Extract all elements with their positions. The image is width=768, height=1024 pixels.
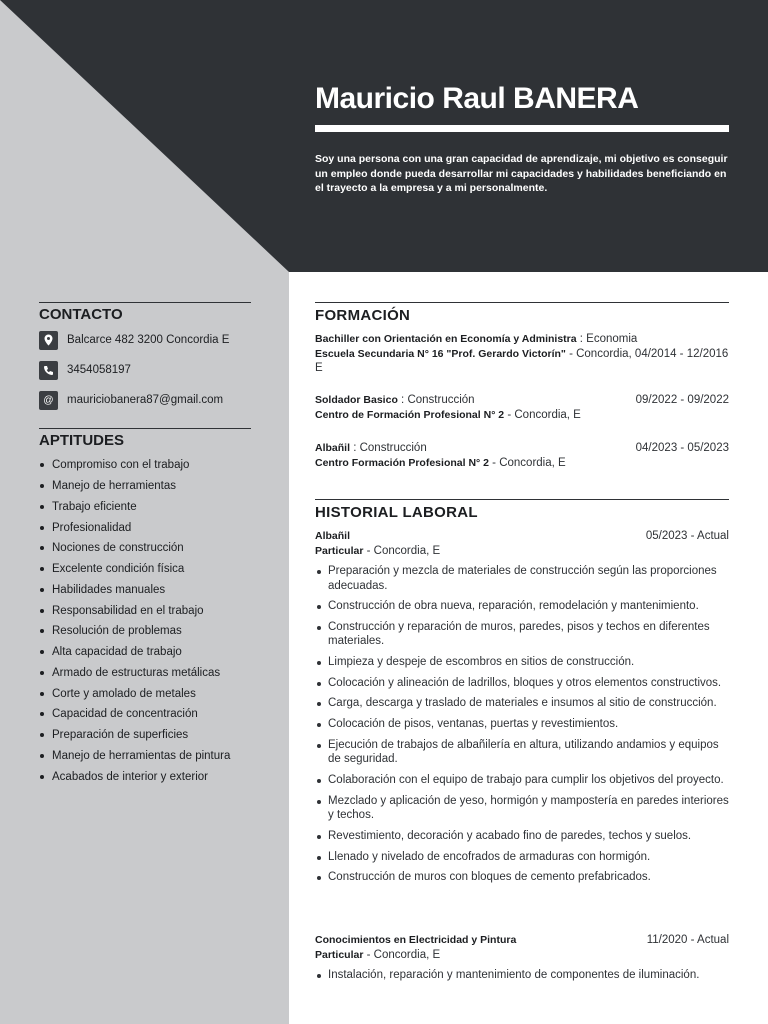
education-degree: Albañil [315, 442, 351, 454]
skill-item: Excelente condición física [39, 559, 279, 580]
education-location: - Concordia, 04/2014 - 12/2016 E [315, 347, 729, 374]
skill-item: Trabajo eficiente [39, 497, 279, 518]
skill-item: Manejo de herramientas de pintura [39, 746, 279, 767]
education-location: - Concordia, E [504, 408, 581, 421]
job-dates: 11/2020 - Actual [646, 934, 729, 946]
duty-item: Construcción de obra nueva, reparación, remodelación y mantenimiento. [315, 599, 729, 614]
decorative-triangle [0, 0, 289, 272]
contact-email [39, 390, 223, 410]
education-school: Centro de Formación Profesional N° 2 [315, 408, 505, 421]
skill-item: Resolución de problemas [39, 621, 279, 642]
education-title: FORMACIÓN [315, 302, 729, 324]
education-dates: 04/2023 - 05/2023 [635, 442, 729, 454]
skills-section [39, 428, 251, 449]
job-employer: Particular [315, 544, 364, 557]
education-field: : Economia [576, 333, 638, 345]
job-entry [315, 933, 729, 989]
skill-item: Acabados de interior y exterior [39, 766, 279, 787]
skill-item: Preparación de superficies [39, 725, 279, 746]
duty-item: Carga, descarga y traslado de materiales e insumos al sitio de construcción. [315, 696, 729, 711]
contact-title: CONTACTO [39, 302, 251, 323]
skills-list [39, 455, 279, 787]
name-underline [315, 125, 729, 132]
job-location: - Concordia, E [363, 948, 441, 961]
address-text: Balcarce 482 3200 Concordia E [67, 334, 230, 346]
job-entry [315, 529, 729, 891]
skill-item: Corte y amolado de metales [39, 683, 279, 704]
duty-item: Llenado y nivelado de encofrados de armaduras con hormigón. [315, 850, 729, 865]
education-degree: Bachiller con Orientación en Economía y Administra [315, 333, 577, 345]
education-school: Escuela Secundaria N° 16 "Prof. Gerardo Victorín" [315, 347, 566, 360]
job-dates: 05/2023 - Actual [645, 530, 729, 542]
job-employer: Particular [315, 948, 364, 961]
education-dates: 09/2022 - 09/2022 [635, 394, 729, 406]
job-duties [315, 968, 729, 983]
education-school: Centro Formación Profesional N° 2 [315, 456, 489, 469]
skill-item: Habilidades manuales [39, 580, 279, 601]
education-entry [315, 441, 729, 470]
duty-item: Revestimiento, decoración y acabado fino de paredes, techos y suelos. [315, 829, 729, 844]
duty-item: Limpieza y despeje de escombros en sitios de construcción. [315, 655, 729, 670]
education-degree: Soldador Basico [315, 394, 398, 406]
job-role: Conocimientos en Electricidad y Pintura [315, 934, 517, 946]
education-field: : Construcción [350, 442, 427, 454]
contact-section [39, 302, 251, 323]
duty-item: Colocación y alineación de ladrillos, bloques y otros elementos constructivos. [315, 676, 729, 691]
duty-item: Colocación de pisos, ventanas, puertas y revestimientos. [315, 717, 729, 732]
duty-item: Mezclado y aplicación de yeso, hormigón y mampostería en paredes interiores y techos. [315, 794, 729, 823]
education-field: : Construcción [397, 394, 475, 406]
skill-item: Profesionalidad [39, 517, 279, 538]
duty-item: Instalación, reparación y mantenimiento de componentes de iluminación. [315, 968, 729, 983]
skill-item: Capacidad de concentración [39, 704, 279, 725]
skill-item: Nociones de construcción [39, 538, 279, 559]
skill-item: Manejo de herramientas [39, 476, 279, 497]
phone-icon [39, 361, 58, 380]
candidate-name: Mauricio Raul BANERA [315, 82, 639, 115]
duty-item: Preparación y mezcla de materiales de construcción según las proporciones adecuadas. [315, 564, 729, 593]
duty-item: Construcción de muros con bloques de cemento prefabricados. [315, 870, 729, 885]
education-location: - Concordia, E [488, 456, 566, 469]
email-text[interactable]: mauriciobanera87@gmail.com [67, 394, 224, 406]
contact-phone [39, 360, 131, 380]
contact-address [39, 330, 229, 350]
duty-item: Construcción y reparación de muros, paredes, pisos y techos en diferentes materiales. [315, 620, 729, 649]
education-entry [315, 332, 729, 376]
job-duties [315, 564, 729, 885]
location-icon [39, 331, 58, 350]
skill-item: Compromiso con el trabajo [39, 455, 279, 476]
email-icon: @ [39, 391, 58, 410]
job-location: - Concordia, E [363, 544, 441, 557]
header-panel [289, 0, 768, 272]
skill-item: Alta capacidad de trabajo [39, 642, 279, 663]
job-role: Albañil [315, 530, 351, 542]
skill-item: Responsabilidad en el trabajo [39, 600, 279, 621]
duty-item: Colaboración con el equipo de trabajo para cumplir los objetivos del proyecto. [315, 773, 729, 788]
education-entry [315, 393, 729, 422]
skills-title: APTITUDES [39, 428, 251, 449]
duty-item: Ejecución de trabajos de albañilería en altura, utilizando andamios y equipos de seguridad. [315, 738, 729, 767]
phone-text[interactable]: 3454058197 [67, 364, 131, 376]
profile-summary: Soy una persona con una gran capacidad de aprendizaje, mi objetivo es conseguir un empleo donde pueda desarrollar mi capacidades y habilidades beneficiando en el trayecto a la empresa y a mi personalmente. [315, 153, 728, 194]
skill-item: Armado de estructuras metálicas [39, 663, 279, 684]
work-history-title: HISTORIAL LABORAL [315, 499, 729, 521]
